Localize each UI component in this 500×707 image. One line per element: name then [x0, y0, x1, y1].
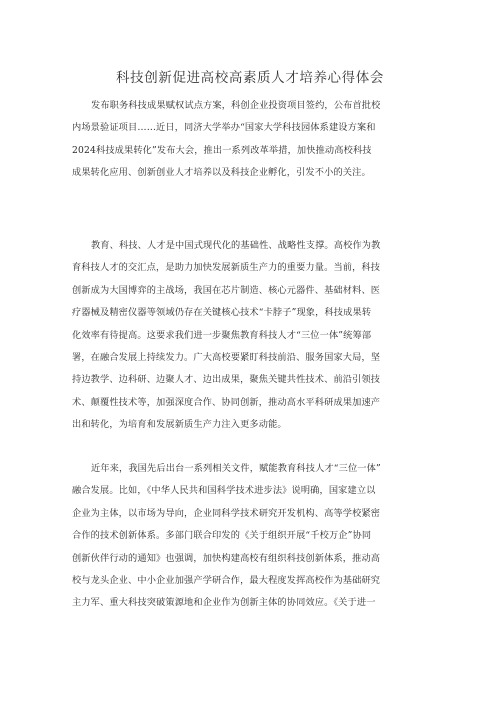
document-title: 科技创新促进高校高素质人才培养心得体会 — [116, 70, 384, 86]
paragraph-line: 持边教学、边科研、边聚人才、边出成果，聚焦关键共性技术、前沿引领技 — [72, 374, 381, 386]
paragraph-1 — [72, 95, 432, 185]
paragraph-line: 主力军、重大科技突破策源地和企业作为创新主体的协同效应。《关于进一 — [72, 597, 376, 609]
paragraph-line: 创新伙伴行动的通知》也强调，加快构建高校有组织科技创新体系，推动高 — [72, 552, 381, 564]
paragraph-line: 创新成为大国博弈的主战场，我国在芯片制造、核心元器件、基础材料、医 — [72, 284, 381, 296]
paragraph-line: 内场景验证项目……近日，同济大学举办“国家大学科技园体系建设方案和 — [72, 122, 376, 134]
paragraph-line: 2024科技成果转化”发布大会，推出一系列改革举措，加快推动高校科技 — [72, 144, 372, 156]
paragraph-line: 育科技人才的交汇点，是助力加快发展新质生产力的重要力量。当前，科技 — [72, 262, 381, 274]
paragraph-line: 近年来，我国先后出台一系列相关文件，赋能教育科技人才“三位一体” — [91, 463, 381, 474]
paragraph-2 — [72, 235, 432, 437]
paragraph-line: 教育、科技、人才是中国式现代化的基础性、战略性支撑。高校作为教 — [91, 240, 381, 251]
paragraph-line: 企业为主体，以市场为导向，企业同科学技术研究开发机构、高等学校紧密 — [72, 507, 381, 519]
paragraph-line: 署，在融合发展上持续发力。广大高校要紧盯科技前沿、服务国家大局，坚 — [72, 352, 381, 364]
paragraph-line: 合作的技术创新体系。多部门联合印发的《关于组织开展“千校万企”协同 — [72, 530, 372, 542]
paragraph-line: 发布职务科技成果赋权试点方案，科创企业投资项目签约，公布首批校 — [91, 100, 381, 111]
paragraph-line: 成果转化应用、创新创业人才培养以及科技企业孵化，引发不小的关注。 — [72, 167, 371, 179]
paragraph-line: 出和转化，为培育和发展新质生产力注入更多动能。 — [72, 419, 287, 431]
paragraph-line: 校与龙头企业、中小企业加强产学研合作，最大程度发挥高校作为基础研究 — [72, 575, 381, 587]
paragraph-3 — [72, 458, 432, 615]
paragraph-line: 化效率有待提高。这要求我们进一步聚焦教育科技人才“三位一体”统筹部 — [72, 329, 372, 341]
paragraph-line: 融合发展。比如，《中华人民共和国科学技术进步法》说明确，国家建立以 — [72, 485, 376, 497]
paragraph-line: 术、颠覆性技术等，加强深度合作、协同创新，推动高水平科研成果加速产 — [72, 396, 381, 408]
paragraph-line: 疗器械及精密仪器等领域仍存在关键核心技术“卡脖子”现象，科技成果转 — [72, 307, 372, 319]
